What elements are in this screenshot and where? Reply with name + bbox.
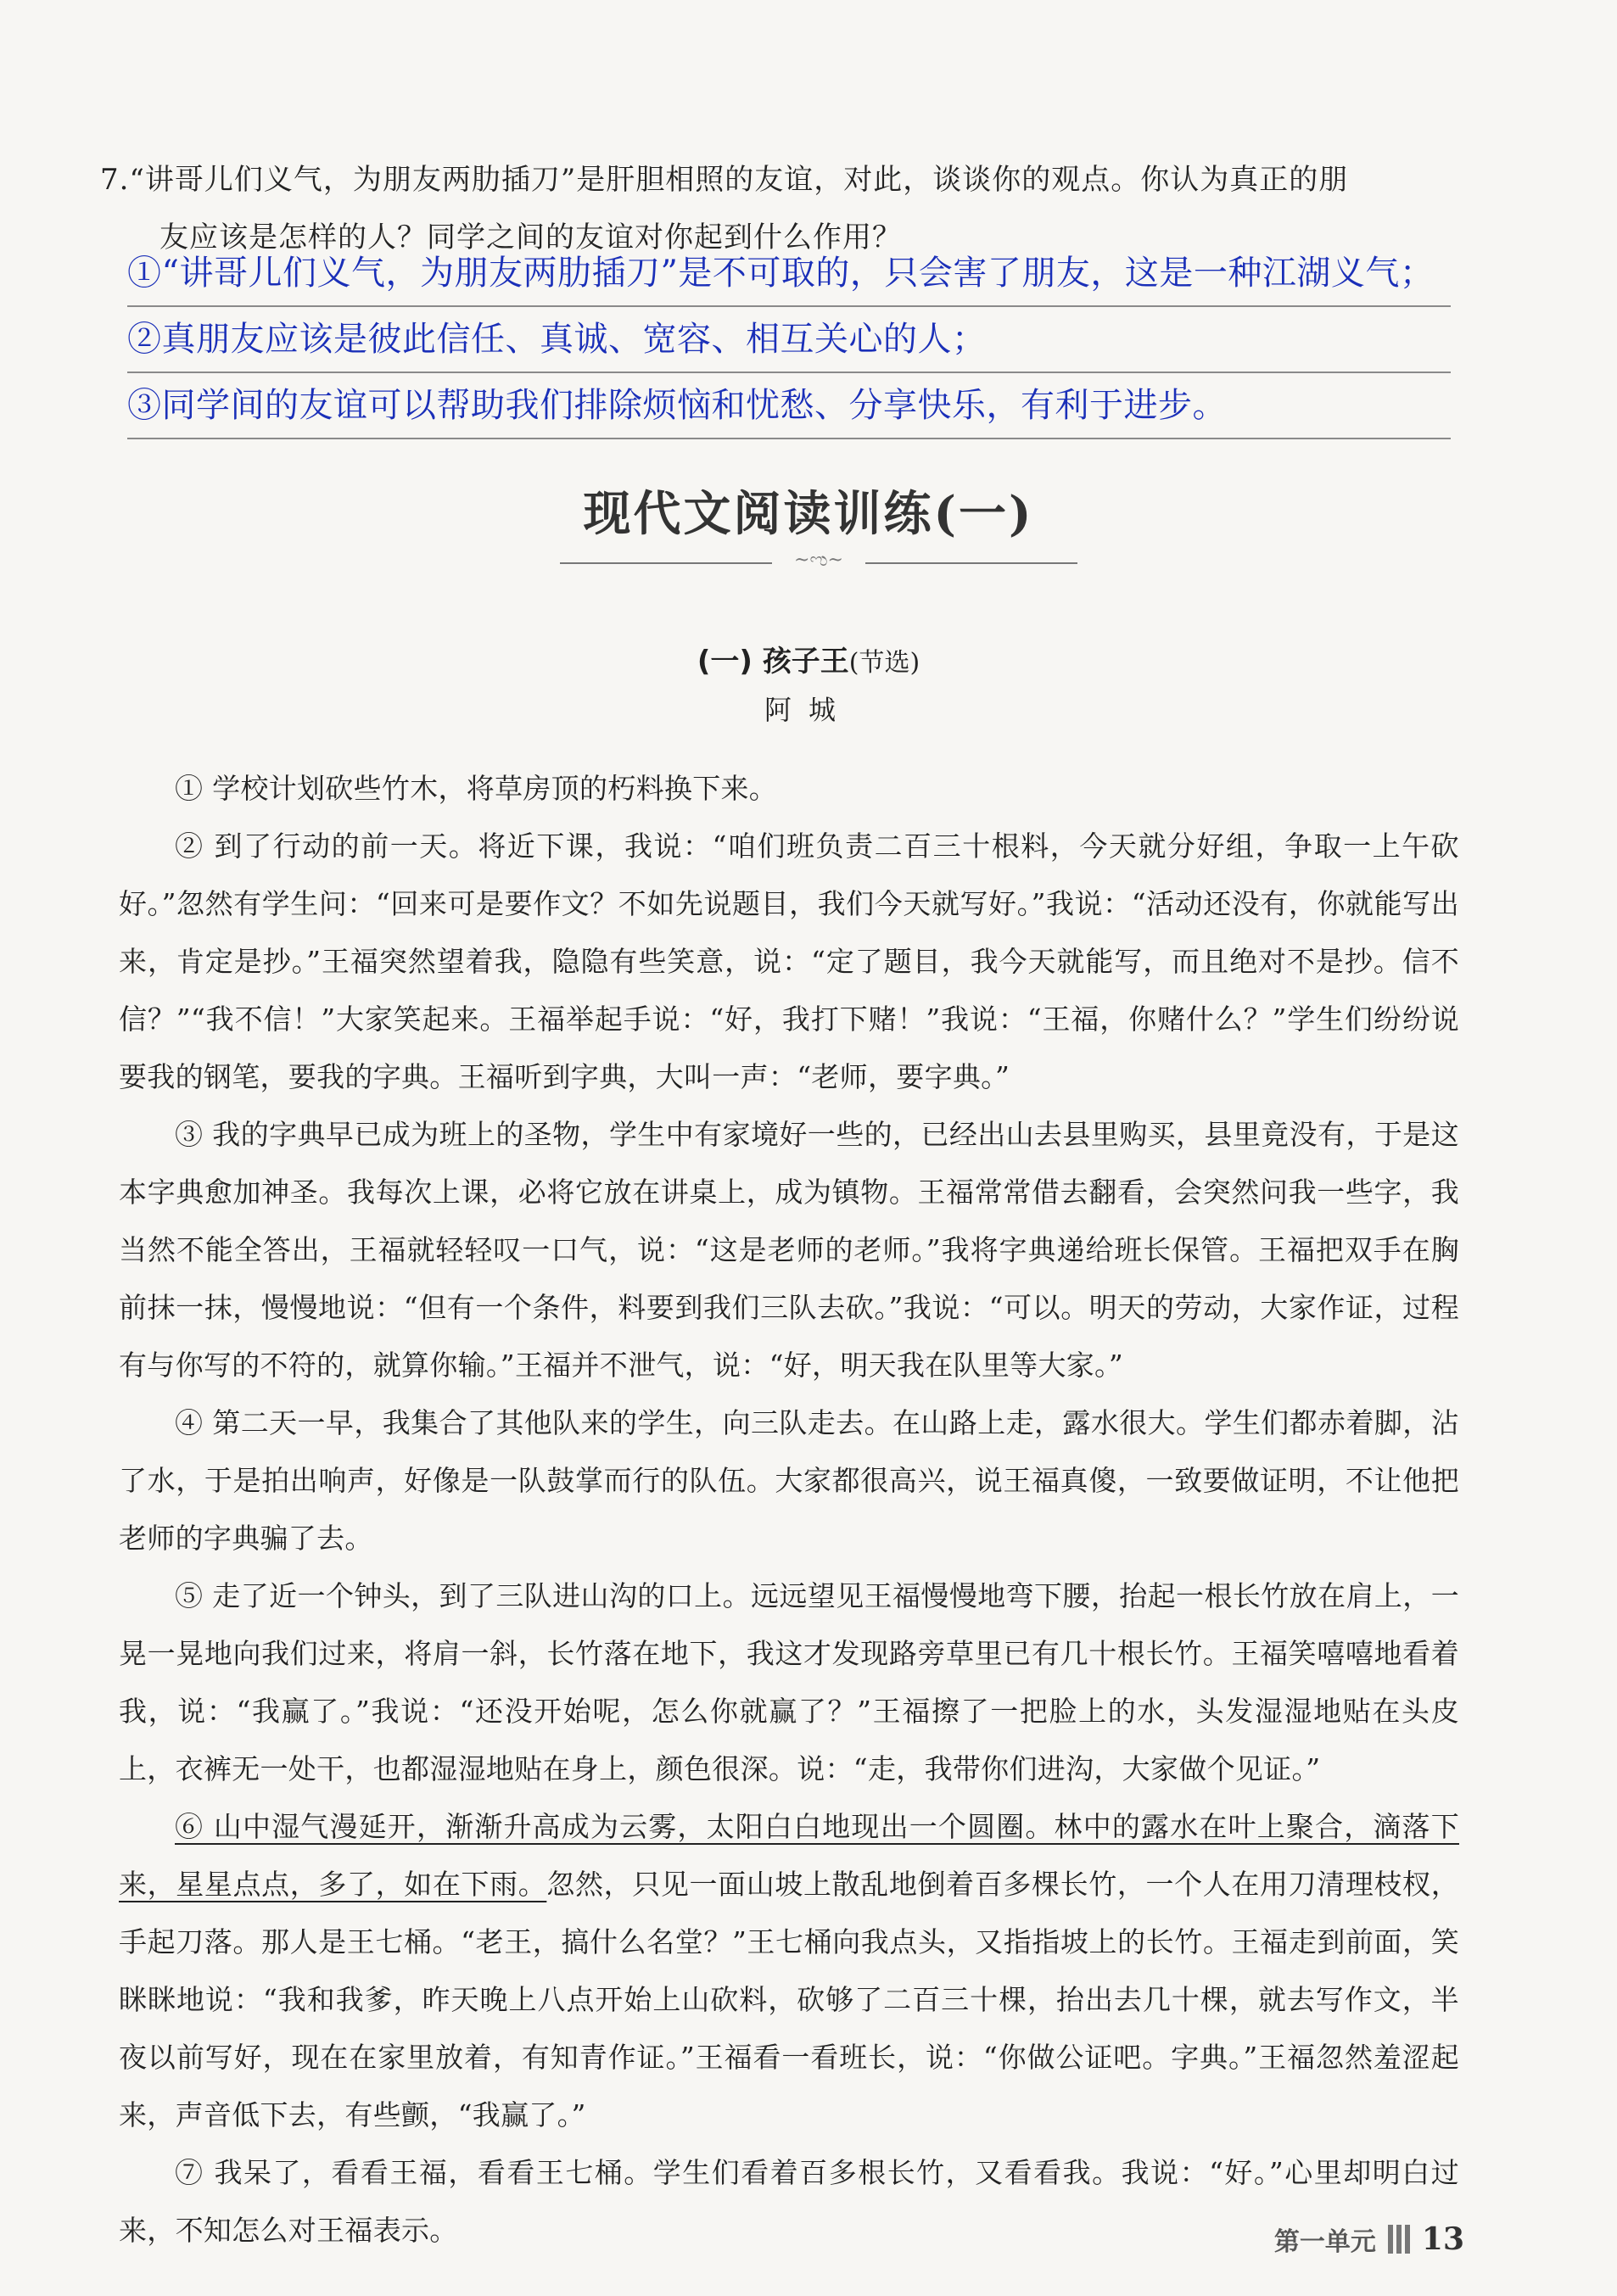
paragraph-5: ⑤ 走了近一个钟头，到了三队进山沟的口上。远远望见王福慢慢地弯下腰，抬起一根长竹放在肩上，一晃一晃地向我们过来，将肩一斜，长竹落在地下，我这才发现路旁草里已有几十根长竹。王福笑嘻嘻地看着我，说：“我赢了。”我说：“还没开始呢，怎么你就赢了？”王福擦了一把脸上的水，头发湿湿地贴在头皮上，衣裤无一处干，也都湿湿地贴在身上，颜色很深。说：“走，我带你们进沟，大家做个见证。” xyxy=(119,1579,1459,1785)
answer-line-3: ③同学间的友谊可以帮助我们排除烦恼和忧愁、分享快乐，有利于进步。 xyxy=(127,373,1451,439)
answer-line-1: ①“讲哥儿们义气，为朋友两肋插刀”是不可取的，只会害了朋友，这是一种江湖义气； xyxy=(127,241,1451,307)
paragraph-6-rest: 忽然，只见一面山坡上散乱地倒着百多棵长竹，一个人在用刀清理枝杈，手起刀落。那人是王七桶。“老王，搞什么名堂？”王七桶向我点头，又指指坡上的长竹。王福走到前面，笑眯眯地说：“我和我爹，昨天晚上八点开始上山砍料，砍够了二百三十棵，抬出去几十棵，就去写作文，半夜以前写好，现在在家里放着，有知青作证。”王福看一看班长，说：“你做公证吧。字典。”王福忽然羞涩起来，声音低下去，有些颤，“我赢了。” xyxy=(119,1868,1459,2131)
paragraph-4: ④ 第二天一早，我集合了其他队来的学生，向三队走去。在山路上走，露水很大。学生们都赤着脚，沾了水，于是拍出响声，好像是一队鼓掌而行的队伍。大家都很高兴，说王福真傻，一致要做证明，不让他把老师的字典骗了去。 xyxy=(119,1406,1459,1555)
paragraph-2: ② 到了行动的前一天。将近下课，我说：“咱们班负责二百三十根料，今天就分好组，争取一上午砍好。”忽然有学生问：“回来可是要作文？不如先说题目，我们今天就写好。”我说：“活动还没有，你就能写出来，肯定是抄。”王福突然望着我，隐隐有些笑意，说：“定了题目，我今天就能写，而且绝对不是抄。信不信？”“我不信！”大家笑起来。王福举起手说：“好，我打下赌！”我说：“王福，你赌什么？”学生们纷纷说要我的钢笔，要我的字典。王福听到字典，大叫一声：“老师，要字典。” xyxy=(119,830,1460,1093)
answer-line-2: ②真朋友应该是彼此信任、真诚、宽容、相互关心的人； xyxy=(127,307,1451,373)
page-footer xyxy=(1274,2221,1464,2258)
paragraph-6 xyxy=(119,1798,1459,2144)
page-number: 13 xyxy=(1421,2221,1464,2257)
article-title: (一) 孩子王 xyxy=(697,645,849,679)
article-title-note: (节选) xyxy=(848,648,920,678)
bars-icon xyxy=(1388,2225,1410,2254)
section-title: 现代文阅读训练(一) xyxy=(583,486,1034,542)
ornament-icon: ~ಌ~ xyxy=(794,550,843,571)
title-divider xyxy=(560,550,1077,572)
paragraph-7: ⑦ 我呆了，看看王福，看看王七桶。学生们看着百多根长竹，又看看我。我说：“好。”心里却明白过来，不知怎么对王福表示。 xyxy=(119,2156,1459,2247)
question-7-line-2: 友应该是怎样的人？同学之间的友谊对你起到什么作用？ xyxy=(159,221,902,254)
handwritten-answers xyxy=(127,241,1451,439)
underlined-sentence: ⑥ 山中湿气漫延开，渐渐升高成为云雾，太阳白白地现出一个圆圈。林中的露水在叶上聚合，滴落下来，星星点点，多了，如在下雨。 xyxy=(119,1810,1459,1901)
article-author: 阿城 xyxy=(764,694,853,726)
paragraph-3: ③ 我的字典早已成为班上的圣物，学生中有家境好一些的，已经出山去县里购买，县里竟没有，于是这本字典愈加神圣。我每次上课，必将它放在讲桌上，成为镇物。王福常常借去翻看，会突然问我一些字，我当然不能全答出，王福就轻轻叹一口气，说：“这是老师的老师。”我将字典递给班长保管。王福把双手在胸前抹一抹，慢慢地说：“但有一个条件，料要到我们三队去砍。”我说：“可以。明天的劳动，大家作证，过程有与你写的不符的，就算你输。”王福并不泄气，说：“好，明天我在队里等大家。” xyxy=(119,1118,1459,1382)
question-7-line-1: 7.“讲哥儿们义气，为朋友两肋插刀”是肝胆相照的友谊，对此，谈谈你的观点。你认为真正的朋 xyxy=(100,163,1349,197)
article-body xyxy=(119,760,1459,2260)
paragraph-1: ① 学校计划砍些竹木，将草房顶的朽料换下来。 xyxy=(175,772,778,805)
article-heading xyxy=(0,638,1617,679)
unit-label: 第一单元 xyxy=(1273,2227,1376,2257)
